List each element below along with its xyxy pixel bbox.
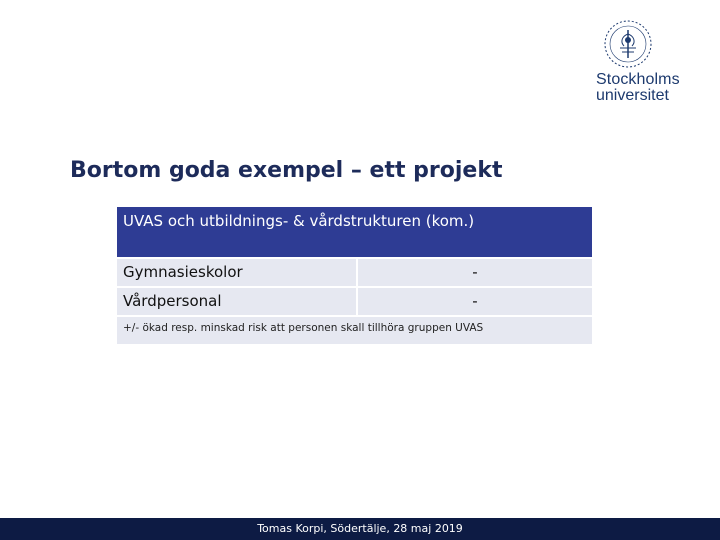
- row-label: Gymnasieskolor: [117, 259, 356, 286]
- footer-text: Tomas Korpi, Södertälje, 28 maj 2019: [257, 522, 463, 535]
- row-value: -: [358, 259, 592, 286]
- university-seal-icon: [602, 18, 654, 70]
- row-value: -: [358, 288, 592, 315]
- results-table: [117, 207, 592, 344]
- logo-text-line1: Stockholms: [596, 71, 680, 88]
- row-label: Vårdpersonal: [117, 288, 356, 315]
- university-logo: [596, 18, 680, 104]
- table-row: [117, 259, 592, 286]
- slide-title: Bortom goda exempel – ett projekt: [70, 158, 503, 183]
- table-row: [117, 288, 592, 315]
- table-note: +/- ökad resp. minskad risk att personen skall tillhöra gruppen UVAS: [117, 317, 592, 344]
- table-header: UVAS och utbildnings- & vårdstrukturen (kom.): [117, 207, 592, 257]
- footer-bar: [0, 518, 720, 540]
- logo-text-line2: universitet: [596, 87, 669, 104]
